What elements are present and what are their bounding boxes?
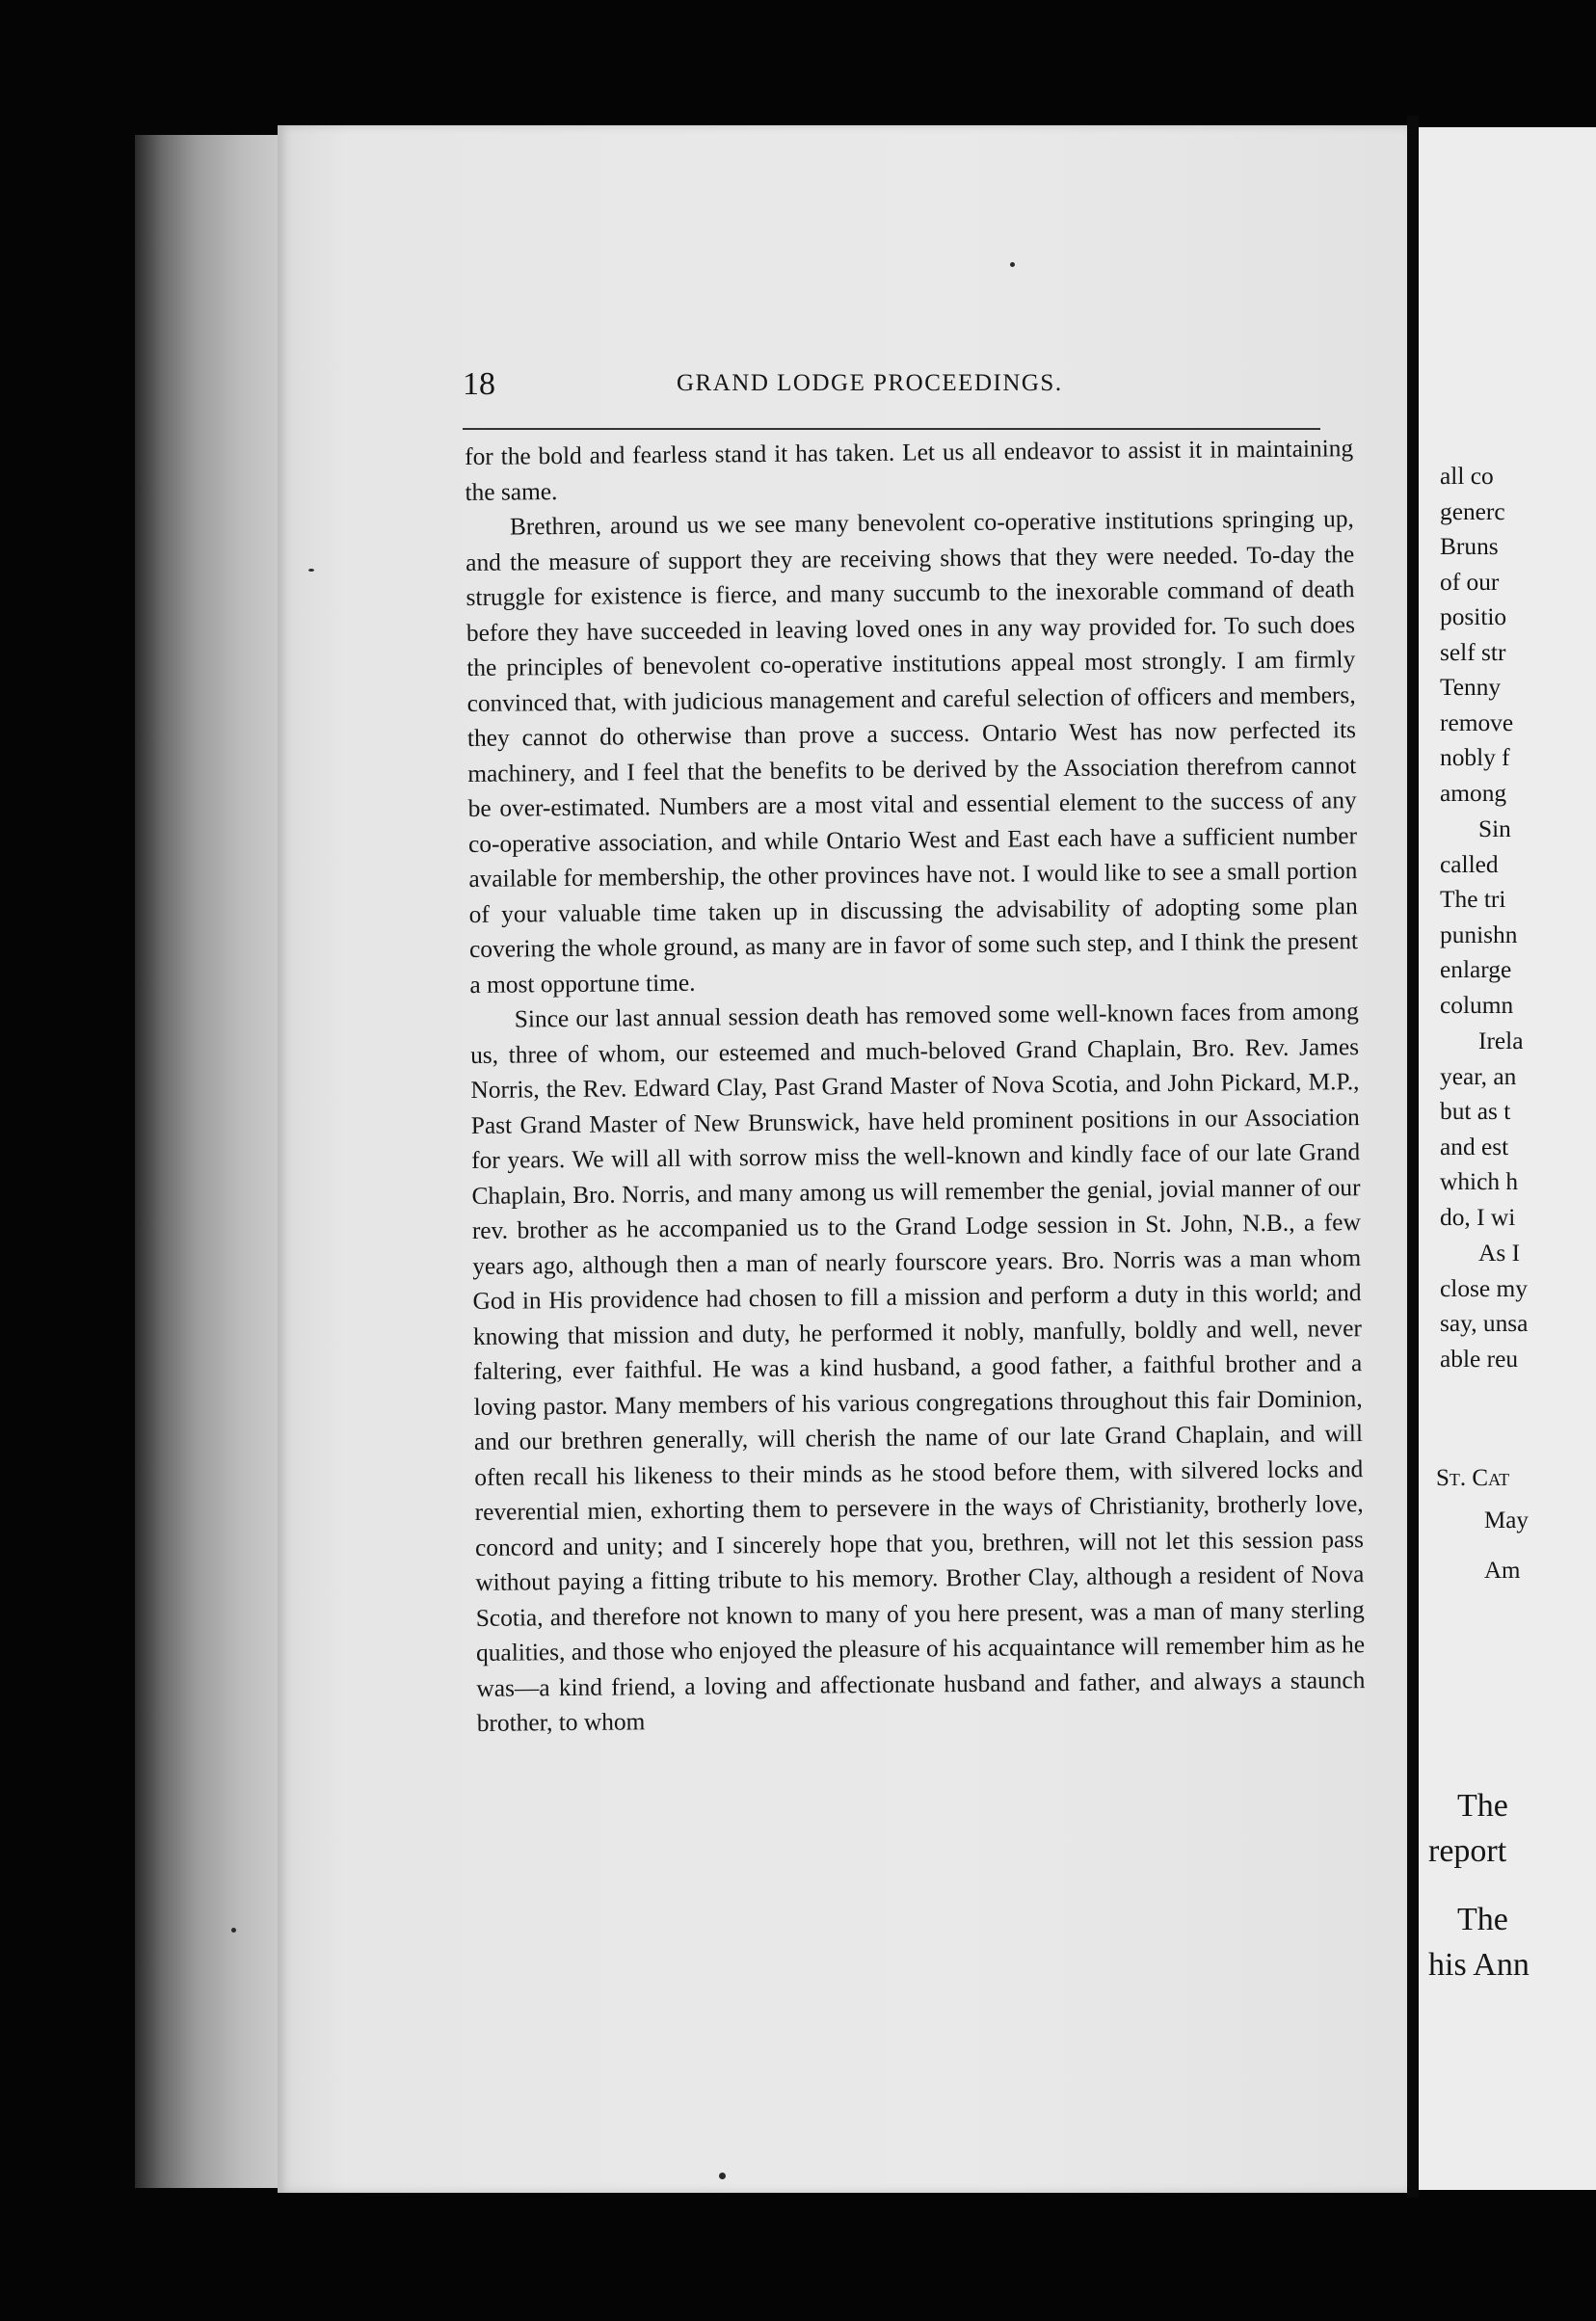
facing-heading-line: St. Cat: [1436, 1465, 1510, 1491]
facing-line: called: [1440, 850, 1499, 878]
facing-line: all co: [1440, 463, 1494, 490]
paragraph-continuation: for the bold and fearless stand it has taken. Let us all endeavor to assist it in maintaining the same.: [465, 435, 1354, 506]
facing-line: Tenny: [1440, 674, 1502, 701]
facing-page-text-block-4: [1440, 1236, 1596, 1376]
body-text: [465, 431, 1366, 1741]
facing-line: remove: [1440, 708, 1514, 736]
facing-large-line: The: [1457, 1902, 1508, 1937]
facing-line: Sin: [1478, 815, 1511, 842]
facing-line: enlarge: [1440, 956, 1512, 983]
facing-line: punishn: [1440, 920, 1518, 948]
facing-line: positio: [1440, 603, 1507, 630]
facing-line: generc: [1440, 497, 1505, 525]
facing-page-text-block-1: [1440, 459, 1596, 811]
facing-line: do, I wi: [1440, 1203, 1516, 1231]
facing-large-line: his Ann: [1428, 1947, 1530, 1983]
facing-line: Bruns: [1440, 533, 1499, 560]
facing-page-large-text: [1428, 1783, 1530, 1988]
header-rule: [463, 428, 1320, 430]
facing-line: able reu: [1440, 1345, 1519, 1373]
facing-line: year, an: [1440, 1062, 1517, 1090]
book-gutter: [1407, 116, 1419, 2198]
facing-page-text-block-3: [1440, 1024, 1596, 1235]
facing-line: self str: [1440, 638, 1506, 666]
scan-speck: [308, 569, 314, 572]
facing-large-line: report: [1428, 1833, 1507, 1869]
facing-page: [1419, 127, 1596, 2190]
book-page-edges: [135, 135, 289, 2188]
facing-line: of our: [1440, 568, 1500, 596]
facing-line: Irela: [1478, 1027, 1524, 1054]
facing-line: As I: [1478, 1240, 1521, 1267]
paragraph-obituaries: Since our last annual session death has removed some well-known faces from among us, three of whom, our esteemed and much-beloved Grand Chaplain, Bro. Rev. James Norris, the Rev. Edward Clay, Past Grand Master of Nova Scotia, and John Pickard, M.P., Past Grand Master of New Brunswick, have held prominent positions in our Association for years. We will all with sorrow miss the well-known and kindly face of our late Grand Chaplain, Bro. Norris, and many among us will remember the genial, jovial manner of our rev. brother as he accompanied us to the Grand Lodge session in St. John, N.B., a few years ago, although then a man of nearly fourscore years. Bro. Norris was a man whom God in His providence had chosen to fill a mission and perform a duty in this world; and knowing that mission and duty, he performed it nobly, manfully, boldly and well, never faltering, ever faithful. He was a kind husband, a good father, a faithful brother and a loving pastor. Many members of his various congregations throughout this fair Dominion, and our brethren generally, will cherish the name of our late Grand Chaplain, and will often recall his likeness to their minds as he stood before them, with silvered locks and reverential mien, exhorting them to persevere in the ways of Christianity, brotherly love, concord and unity; and I sincerely hope that you, brethren, will not let this session pass without paying a fitting tribute to his memory. Brother Clay, although a resident of Nova Scotia, and therefore not known to many of you here present, was a man of many sterling qualities, and those who enjoyed the pleasure of his acquaintance will remember him as he was—a kind friend, a loving and affectionate husband and father, and always a staunch brother, to whom: [469, 998, 1366, 1737]
facing-line: which h: [1440, 1168, 1519, 1195]
facing-line: close my: [1440, 1274, 1528, 1302]
facing-line: say, unsa: [1440, 1310, 1529, 1337]
facing-page-heading: [1436, 1457, 1529, 1592]
facing-line: The tri: [1440, 886, 1506, 913]
paragraph-benevolent-institutions: Brethren, around us we see many benevolent co-operative institutions springing up, and the measure of support they are receiving shows that they were needed. To-day the struggle for existence is fierce, and many succumb to the inexorable command of death before they have succeeded in leaving loved ones in any way provided for. To such does the principles of benevolent co-operative institutions appeal most strongly. I am firmly convinced that, with judicious management and careful selection of officers and members, they cannot do otherwise than prove a success. Ontario West has now perfected its machinery, and I feel that the benefits to be derived by the Association therefrom cannot be over-estimated. Numbers are a most vital and essential element to the success of any co-operative association, and while Ontario West and East each have a sufficient number available for membership, the other provinces have not. I would like to see a small portion of your valuable time taken up in discussing the advisability of adopting some plan covering the whole ground, as many are in favor of some such step, and I think the present a most opportune time.: [466, 505, 1359, 999]
facing-line: and est: [1440, 1133, 1509, 1160]
facing-line: column: [1440, 991, 1514, 1019]
page-header: [463, 366, 1320, 407]
facing-large-line: The: [1457, 1788, 1508, 1824]
facing-heading-line: Am: [1484, 1558, 1521, 1584]
facing-line: among: [1440, 779, 1507, 807]
running-title: GRAND LODGE PROCEEDINGS.: [677, 370, 1063, 396]
page-number: 18: [463, 366, 495, 402]
scan-speck: [719, 2173, 726, 2179]
facing-line: but as t: [1440, 1098, 1511, 1125]
facing-heading-line: May: [1484, 1507, 1529, 1534]
scan-speck: [231, 1928, 236, 1933]
facing-line: nobly f: [1440, 744, 1510, 771]
scan-speck: [1010, 262, 1015, 267]
facing-page-text-block-2: [1440, 812, 1596, 1023]
